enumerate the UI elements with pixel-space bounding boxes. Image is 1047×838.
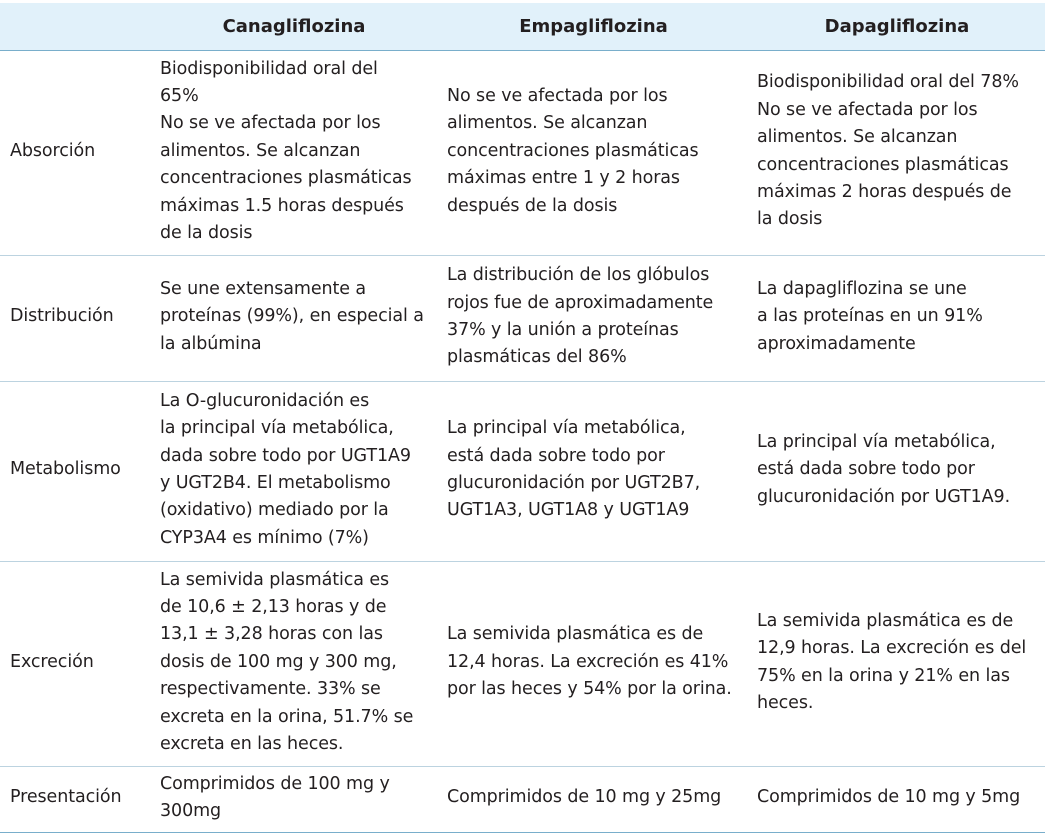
- cell-canagliflozina: La semivida plasmática es de 10,6 ± 2,13 horas y de 13,1 ± 3,28 horas con las dosis de 100 mg y 300 mg, respectivamente. 33% se excreta en la orina, 51.7% se excreta en las heces.: [150, 561, 438, 766]
- row-label-distribucion: Distribución: [0, 255, 150, 381]
- cell-dapagliflozina: La principal vía metabólica, está dada sobre todo por glucuronidación por UGT1A9.: [749, 381, 1045, 561]
- table-row: [0, 50, 1045, 255]
- row-label-presentacion: Presentación: [0, 766, 150, 832]
- cell-dapagliflozina: Biodisponibilidad oral del 78% No se ve afectada por los alimentos. Se alcanzan concentraciones plasmáticas máximas 2 horas después de la dosis: [749, 50, 1045, 255]
- cell-empagliflozina: La distribución de los glóbulos rojos fue de aproximadamente 37% y la unión a proteínas plasmáticas del 86%: [438, 255, 749, 381]
- header-cell-canagliflozina: Canagliflozina: [150, 3, 438, 50]
- header-cell-empagliflozina: Empagliflozina: [438, 3, 749, 50]
- table-row: [0, 766, 1045, 832]
- table-row: [0, 381, 1045, 561]
- row-label-excrecion: Excreción: [0, 561, 150, 766]
- cell-canagliflozina: La O-glucuronidación es la principal vía metabólica, dada sobre todo por UGT1A9 y UGT2B4. El metabolismo (oxidativo) mediado por la CYP3A4 es mínimo (7%): [150, 381, 438, 561]
- table-row: [0, 255, 1045, 381]
- cell-canagliflozina: Biodisponibilidad oral del 65% No se ve afectada por los alimentos. Se alcanzan concentraciones plasmáticas máximas 1.5 horas después de la dosis: [150, 50, 438, 255]
- header-cell-empty: [0, 3, 150, 50]
- cell-canagliflozina: Comprimidos de 100 mg y 300mg: [150, 766, 438, 832]
- cell-empagliflozina: Comprimidos de 10 mg y 25mg: [438, 766, 749, 832]
- header-cell-dapagliflozina: Dapagliflozina: [749, 3, 1045, 50]
- table-row: [0, 561, 1045, 766]
- comparison-table: [0, 3, 1045, 833]
- row-label-absorcion: Absorción: [0, 50, 150, 255]
- cell-dapagliflozina: Comprimidos de 10 mg y 5mg: [749, 766, 1045, 832]
- table-header: [0, 3, 1045, 50]
- cell-dapagliflozina: La dapagliflozina se une a las proteínas en un 91% aproximadamente: [749, 255, 1045, 381]
- row-label-metabolismo: Metabolismo: [0, 381, 150, 561]
- cell-dapagliflozina: La semivida plasmática es de 12,9 horas. La excreción es del 75% en la orina y 21% en las heces.: [749, 561, 1045, 766]
- cell-empagliflozina: La semivida plasmática es de 12,4 horas. La excreción es 41% por las heces y 54% por la orina.: [438, 561, 749, 766]
- cell-empagliflozina: La principal vía metabólica, está dada sobre todo por glucuronidación por UGT2B7, UGT1A3, UGT1A8 y UGT1A9: [438, 381, 749, 561]
- header-row: [0, 3, 1045, 50]
- cell-canagliflozina: Se une extensamente a proteínas (99%), en especial a la albúmina: [150, 255, 438, 381]
- table-body: [0, 50, 1045, 832]
- cell-empagliflozina: No se ve afectada por los alimentos. Se alcanzan concentraciones plasmáticas máximas entre 1 y 2 horas después de la dosis: [438, 50, 749, 255]
